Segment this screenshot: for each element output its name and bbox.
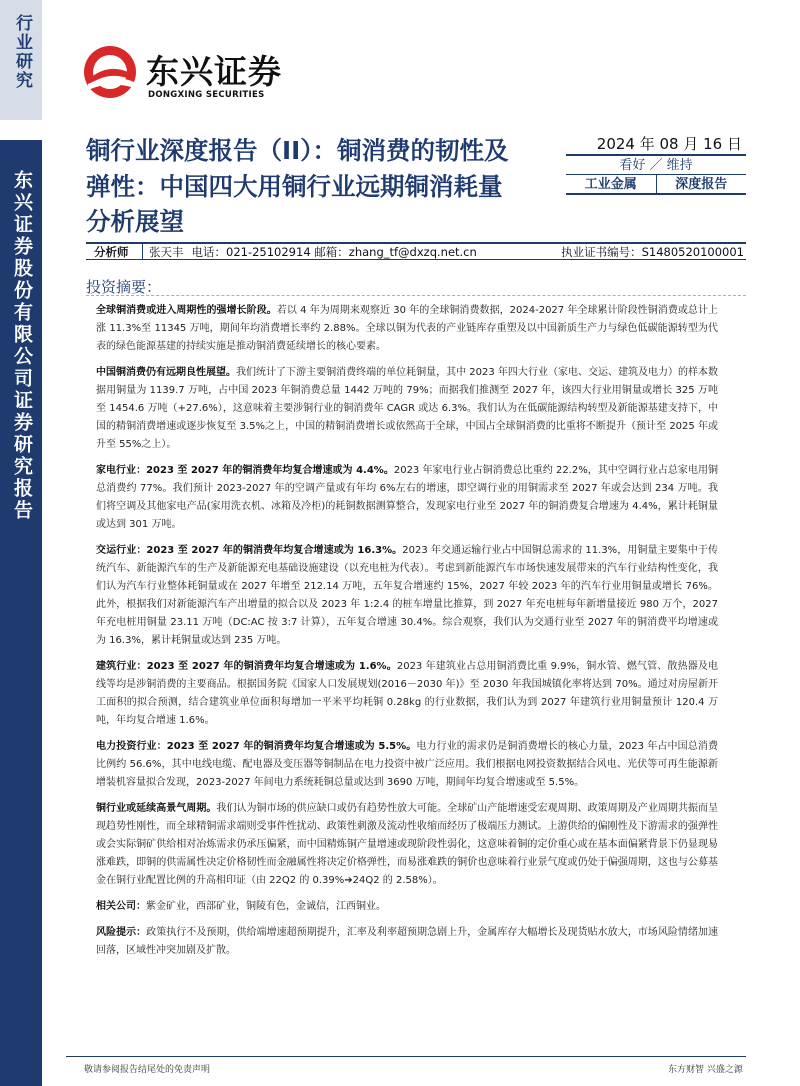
paragraph-text: 我们统计了下游主要铜消费终端的单位耗铜量，其中 2023 年四大行业（家电、交运、建筑及电力）的样本数据用铜量为 1139.7 万吨，占中国 2023 年铜消费总量 1442 万吨的 79%；而据我们推测至 2027 年，该四大行业用铜量或增长 325 万吨至 1454.6 万吨（+27.6%），这意味着主要涉铜行业的铜消费年 CAGR 或达 6.3%。我们认为在低碳能源结构转型及新能源基建支持下，中国的精铜消费增速或逐步恢复至 3.5%之上，中国的精铜消费增长或依然高于全球，中国占全球铜消费的比重将不断提升（预计至 2025 年或升至 55%之上）。 (96, 367, 718, 450)
paragraph-text: 2023 年交通运输行业占中国铜总需求的 11.3%，用铜量主要集中于传统汽车、新能源汽车的生产及新能源充电基础设施建设（以充电桩为代表）。考虑到新能源汽车市场快速发展带来的汽车行业结构性变化，我们认为汽车行业整体耗铜量或在 2027 年增至 212.14 万吨，五年复合增速约 15%，2027 年较 2023 年的汽车行业用铜量或增长 76%。此外，根据我们对新能源汽车产出增量的拟合以及 2023 年 1:2.4 的桩车增量比推算，到 2027 年充电桩每年新增量接近 980 万个，2027 年充电桩用铜量 23.11 万吨（DC:AC 按 3:7 计算），五年复合增速 30.4%。综合观察，我们认为交通行业至 2027 年的铜消费平均增速或为 16.3%，累计耗铜量或达到 235 万吨。 (96, 545, 718, 646)
paragraph-lead: 建筑行业：2023 至 2027 年的铜消费年均复合增速或为 1.6%。 (96, 661, 397, 672)
paragraph-lead: 交运行业：2023 至 2027 年的铜消费年均复合增速或为 16.3%。 (96, 545, 403, 556)
report-type-tag: 深度报告 (656, 175, 747, 193)
paragraph-text: 2023 年家电行业占铜消费总比重约 22.2%，其中空调行业占总家电用铜总消费约 77%。我们预计 2023-2027 年的空调产量或有年均 6%左右的增速，即空调行业的用铜需求至 2027 年或会达到 234 万吨。我们将空调及其他家电产品(家用洗衣机、冰箱及冷柜)的耗铜数据测算整合，发现家电行业至 2027 年的铜消费复合增速为 4.4%，累计耗铜量或达到 301 万吨。 (96, 465, 718, 530)
sidebar-gap (0, 120, 42, 140)
analyst-name: 张天丰 (149, 245, 184, 259)
analyst-cert: 执业证书编号：S1480520100001 (561, 245, 744, 259)
footer-divider (66, 1056, 746, 1057)
paragraph-lead: 电力投资行业：2023 至 2027 年的铜消费年均复合增速或为 5.5%。 (96, 741, 417, 752)
logo-name-cn: 东兴证券 (146, 52, 282, 91)
paragraph (96, 898, 718, 916)
paragraph (96, 302, 718, 356)
paragraph (96, 738, 718, 792)
analyst-label: 分析师 (94, 245, 129, 259)
report-date: 2024 年 08 月 16 日 (596, 135, 742, 153)
report-tags (566, 174, 746, 195)
paragraph-lead: 相关公司： (96, 901, 146, 912)
paragraph-lead: 铜行业或延续高景气周期。 (96, 803, 217, 814)
paragraph-lead: 风险提示： (96, 927, 147, 938)
paragraph-text: 电力行业的需求仍是铜消费增长的核心力量，2023 年占中国总消费比例约 56.6%，其中电线电缆、配电器及变压器等铜制品在电力投资中被广泛应用。我们根据电网投资数据结合风电、光伏等可再生能源新增装机容量拟合发现，2023-2027 年间电力系统耗铜总量或达到 3690 万吨，期间年均复合增速或至 5.5%。 (96, 741, 718, 788)
footer-slogan: 东方财智 兴盛之源 (668, 1065, 743, 1075)
paragraph (96, 542, 718, 650)
paragraph (96, 658, 718, 730)
paragraph-text: 2023 年建筑业占总用铜消费比重 9.9%，铜水管、燃气管、散热器及电线等均是涉铜消费的主要商品。根据国务院《国家人口发展规划(2016－2030 年)》至 2030 年我国城镇化率将达到 70%。通过对房屋新开工面积的拟合预测，结合建筑业单位面积每增加一平米平均耗铜 0.28kg 的行业数据，我们认为到 2027 年建筑行业用铜量预计 120.4 万吨，年均复合增速 1.6%。 (96, 661, 718, 726)
section-divider (86, 295, 746, 296)
report-info-box (566, 134, 746, 195)
paragraph-text: 我们认为铜市场的供应缺口或仍有趋势性放大可能。全球矿山产能增速受宏观周期、政策周期及产业周期共振而呈现趋势性刚性，而全球精铜需求端则受事件性扰动、政策性刺激及流动性收缩而经历了极端压力测试。上游供给的偏刚性及下游需求的强弹性或会实际铜矿供给相对冶炼需求仍承压偏紧，而中国精炼铜产量增速或现阶段性弱化，这意味着铜的定价重心或在基本面偏紧背景下仍显现易涨难跌，即铜的供需属性决定价格韧性而金融属性将决定价格弹性，而易涨难跌的铜价也意味着行业景气度或仍处于偏强周期，这也与公募基金在铜行业配置比例的升高相印证（由 22Q2 的 0.39%➔24Q2 的 2.58%）。 (96, 803, 719, 886)
paragraph-lead: 家电行业：2023 至 2027 年的铜消费年均复合增速或为 4.4%。 (96, 465, 394, 476)
section-title: 投资摘要： (86, 278, 162, 296)
rating: 看好 ／ 维持 (566, 154, 746, 172)
logo-name-en: DONGXING SECURITIES (148, 90, 265, 100)
paragraph-text: 若以 4 年为周期来观察近 30 年的全球铜消费数据，2024-2027 年全球累计阶段性铜消费或总计上涨 11.3%至 11345 万吨，期间年均消费增长率约 2.88%。全球以铜为代表的产业链库存重塑及以中国新质生产力与绿色低碳能源转型为代表的绿色能源基建的持续实施是推动铜消费延续增长的核心要素。 (96, 305, 718, 352)
sidebar-category-band (0, 0, 42, 120)
sidebar-company: 东兴证券股份有限公司证券研究报告 (11, 170, 33, 522)
industry-tag: 工业金属 (584, 177, 637, 192)
logo-mark-icon (82, 44, 138, 100)
footer-disclaimer: 敬请参阅报告结尾处的免责声明 (84, 1065, 211, 1075)
paragraph (96, 462, 718, 534)
summary-body (96, 302, 718, 968)
paragraph (96, 924, 718, 960)
paragraph-text: 政策执行不及预期，供给端增速超预期提升，汇率及利率超预期急剧上升，金属库存大幅增长及现货贴水放大，市场风险情绪加速回落，区域性冲突加剧及扩散。 (96, 927, 719, 956)
analyst-row (86, 242, 746, 260)
company-logo (82, 40, 342, 106)
analyst-contact: 电话：021-25102914 邮箱：zhang_tf@dxzq.net.cn (191, 245, 477, 259)
paragraph (96, 800, 718, 890)
analyst-divider (142, 244, 143, 259)
paragraph-text: 紫金矿业，西部矿业，铜陵有色，金诚信，江西铜业。 (146, 901, 386, 912)
sidebar-company-band (0, 140, 42, 1086)
report-title: 铜行业深度报告（II）：铜消费的韧性及弹性：中国四大用铜行业远期铜消耗量分析展望 (86, 136, 509, 236)
sidebar-category: 行业研究 (12, 14, 32, 90)
paragraph-lead: 全球铜消费或进入周期性的强增长阶段。 (96, 305, 277, 316)
paragraph-lead: 中国铜消费仍有远期良性展望。 (96, 367, 237, 378)
paragraph (96, 364, 718, 454)
